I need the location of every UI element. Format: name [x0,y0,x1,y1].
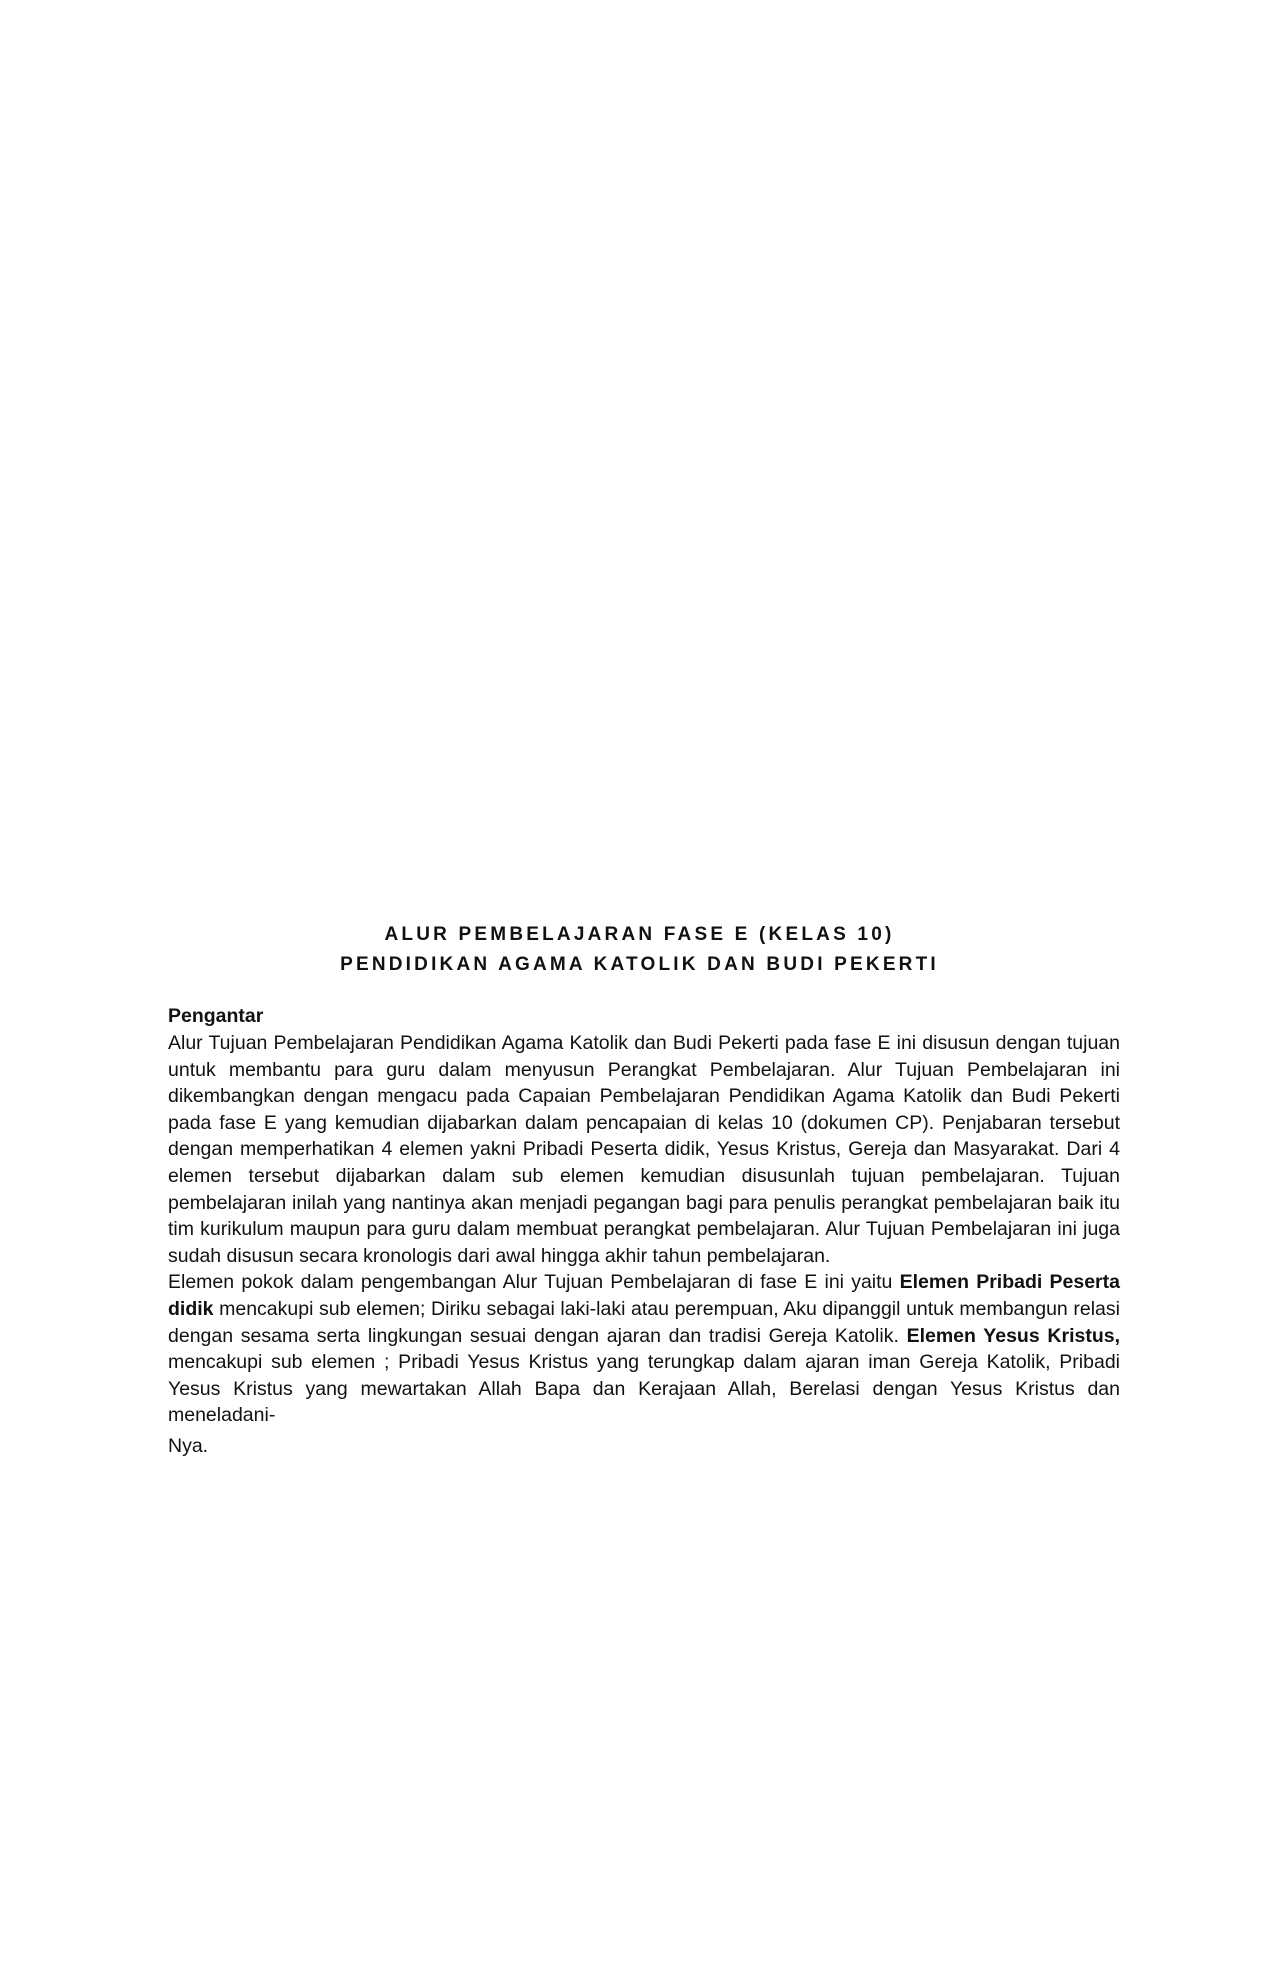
paragraph-2 [168,1269,1120,1429]
paragraph-2-intro: Elemen pokok dalam pengembangan Alur Tujuan Pembelajaran di fase E ini yaitu [168,1271,900,1294]
element-yesus-label: Elemen Yesus Kristus, [906,1324,1120,1347]
paragraph-2-text-1: mencakupi sub elemen; Diriku sebagai laki-laki atau perempuan, Aku dipanggil untuk membangun relasi dengan sesama serta lingkungan sesuai dengan ajaran dan tradisi Gereja Katolik. [168,1297,1120,1347]
element-pribadi-label: Elemen Pribadi Peserta didik [168,1271,1120,1320]
title-line-1: ALUR PEMBELAJARAN FASE E (KELAS 10) [384,924,895,945]
section-heading: Pengantar [168,1005,264,1027]
document-body [168,1003,1120,1460]
document-title [0,920,1279,980]
title-line-2: PENDIDIKAN AGAMA KATOLIK DAN BUDI PEKERTI [340,954,939,975]
paragraph-1: Alur Tujuan Pembelajaran Pendidikan Agama Katolik dan Budi Pekerti pada fase E ini disusun dengan tujuan untuk membantu para guru dalam menyusun Perangkat Pembelajaran. Alur Tujuan Pembelajaran ini dikembangkan dengan mengacu pada Capaian Pembelajaran Pendidikan Agama Katolik dan Budi Pekerti pada fase E yang kemudian dijabarkan dalam pencapaian di kelas 10 (dokumen CP). Penjabaran tersebut dengan memperhatikan 4 elemen yakni Pribadi Peserta didik, Yesus Kristus, Gereja dan Masyarakat. Dari 4 elemen tersebut dijabarkan dalam sub elemen kemudian disusunlah tujuan pembelajaran. Tujuan pembelajaran inilah yang nantinya akan menjadi pegangan bagi para penulis perangkat pembelajaran baik itu tim kurikulum maupun para guru dalam membuat perangkat pembelajaran. Alur Tujuan Pembelajaran ini juga sudah disusun secara kronologis dari awal hingga akhir tahun pembelajaran. [168,1032,1120,1267]
paragraph-2-text-2: mencakupi sub elemen ; Pribadi Yesus Kristus yang terungkap dalam ajaran iman Gereja Katolik, Pribadi Yesus Kristus yang mewartakan Allah Bapa dan Kerajaan Allah, Berelasi dengan Yesus Kristus dan meneladani- [168,1351,1120,1427]
paragraph-2-last-line: Nya. [168,1434,209,1457]
